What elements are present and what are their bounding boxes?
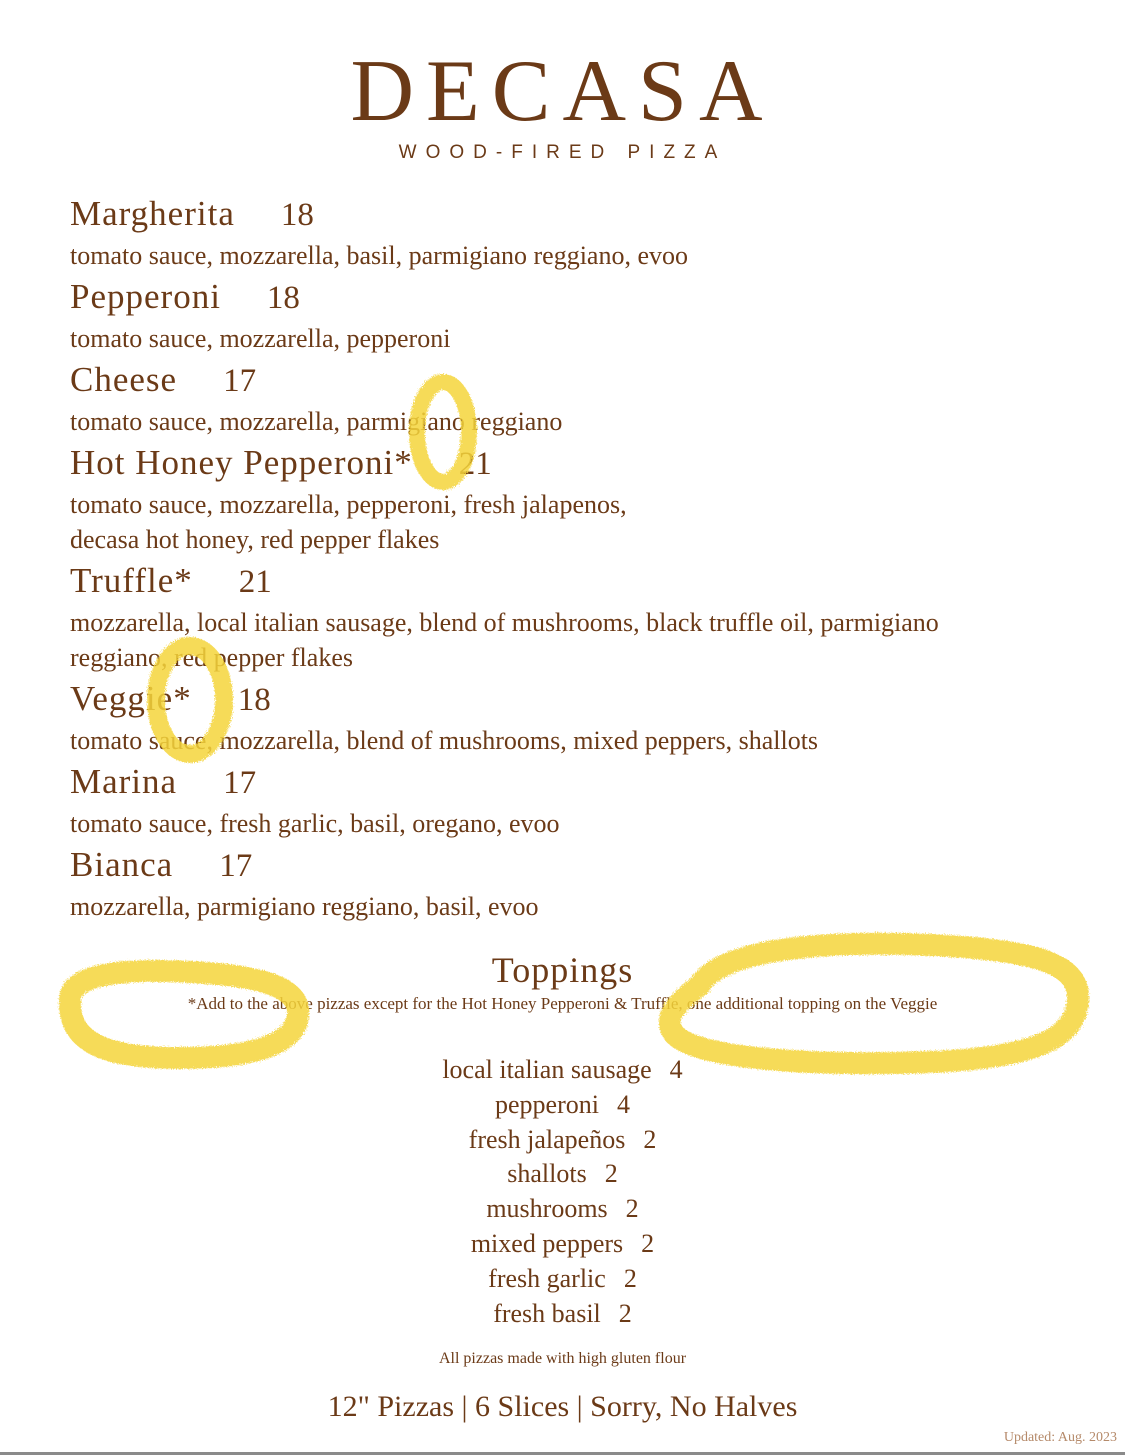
toppings-section xyxy=(0,948,1125,1331)
item-price: 17 xyxy=(223,765,257,801)
item-description: tomato sauce, mozzarella, pepperoni xyxy=(70,324,451,353)
menu-item xyxy=(70,557,1070,675)
item-price: 18 xyxy=(280,197,314,233)
item-description: tomato sauce, fresh garlic, basil, oregano, evoo xyxy=(70,809,560,838)
topping-item: fresh garlic 2 xyxy=(488,1263,637,1293)
item-name: Cheese xyxy=(70,360,178,399)
menu-item xyxy=(70,675,1070,758)
brand-header xyxy=(0,44,1125,164)
topping-item: mushrooms 2 xyxy=(486,1194,639,1224)
item-name: Pepperoni xyxy=(70,277,221,316)
topping-item: fresh basil 2 xyxy=(493,1298,632,1328)
updated-date: Updated: Aug. 2023 xyxy=(1003,1430,1117,1445)
item-name: Marina xyxy=(70,762,178,801)
pizza-size-tagline: 12" Pizzas | 6 Slices | Sorry, No Halves xyxy=(327,1390,798,1423)
item-name: Truffle* xyxy=(70,561,193,600)
topping-item: shallots 2 xyxy=(507,1159,618,1189)
brand-name: DECASA xyxy=(350,43,775,140)
item-description: tomato sauce, mozzarella, pepperoni, fresh jalapenos, decasa hot honey, red pepper flakes xyxy=(70,490,627,554)
item-name: Hot Honey Pepperoni* xyxy=(70,443,413,482)
item-price: 18 xyxy=(266,280,300,316)
menu-item xyxy=(70,356,1070,439)
item-description: tomato sauce, mozzarella, blend of mushrooms, mixed peppers, shallots xyxy=(70,726,819,755)
menu-item xyxy=(70,439,1070,557)
item-name: Margherita xyxy=(70,194,235,233)
item-description: mozzarella, local italian sausage, blend of mushrooms, black truffle oil, parmigiano reggiano, red pepper flakes xyxy=(70,608,939,672)
toppings-note: *Add to the above pizzas except for the Hot Honey Pepperoni & Truffle, one additional topping on the Veggie xyxy=(187,994,938,1013)
item-description: tomato sauce, mozzarella, basil, parmigiano reggiano, evoo xyxy=(70,241,688,270)
menu-item xyxy=(70,758,1070,841)
flour-footnote: All pizzas made with high gluten flour xyxy=(438,1350,687,1367)
item-price: 21 xyxy=(238,564,272,600)
item-description: mozzarella, parmigiano reggiano, basil, evoo xyxy=(70,892,539,921)
item-price: 21 xyxy=(458,446,492,482)
menu-item xyxy=(70,841,1070,924)
topping-item: pepperoni 4 xyxy=(495,1089,630,1119)
item-price: 18 xyxy=(237,682,271,718)
topping-item: local italian sausage 4 xyxy=(442,1055,683,1084)
topping-item: mixed peppers 2 xyxy=(470,1228,655,1258)
brand-tagline: WOOD-FIRED PIZZA xyxy=(398,142,727,163)
menu-item xyxy=(70,190,1070,273)
toppings-title: Toppings xyxy=(491,950,634,990)
menu-item xyxy=(70,273,1070,356)
item-price: 17 xyxy=(223,363,257,399)
item-name: Bianca xyxy=(70,845,174,884)
item-description: tomato sauce, mozzarella, parmigiano reggiano xyxy=(70,407,563,436)
item-price: 17 xyxy=(219,848,253,884)
toppings-list xyxy=(0,1053,1125,1331)
pizza-menu xyxy=(70,190,1070,924)
item-name: Veggie* xyxy=(70,679,192,718)
topping-item: fresh jalapeños 2 xyxy=(468,1124,657,1154)
